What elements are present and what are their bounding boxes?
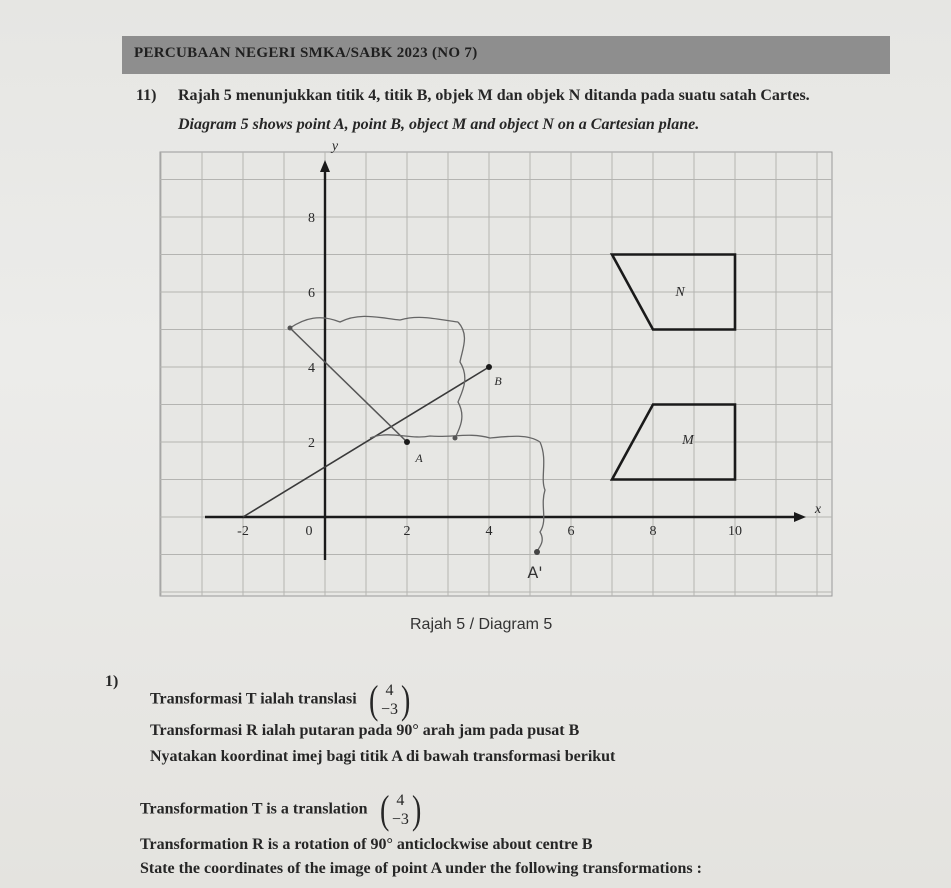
x-tick-label: 6 — [567, 524, 575, 539]
english-instruction-line: State the coordinates of the image of point A under the following transformations : — [140, 860, 702, 877]
pencil-dot — [453, 436, 458, 441]
y-tick-label: 8 — [308, 211, 315, 226]
vector-right-paren: ) — [401, 677, 411, 722]
vector-left-paren: ( — [368, 677, 379, 722]
translation-vector-malay — [367, 677, 413, 722]
x-tick-label: 10 — [728, 524, 742, 539]
x-tick-label: 4 — [485, 524, 493, 539]
vector-left-paren: ( — [379, 787, 389, 832]
object-n-label: N — [675, 285, 685, 300]
pencil-dot — [288, 326, 293, 331]
x-tick-label: 8 — [649, 524, 657, 539]
x-tick-label: -2 — [237, 524, 249, 539]
point-a-label: A — [415, 451, 423, 465]
question-text-english: Diagram 5 shows point A, point B, object M and object N on a Cartesian plane. — [178, 116, 700, 133]
part-number: 1) — [105, 673, 119, 690]
point-a-dot — [404, 439, 410, 445]
y-tick-label: 6 — [308, 286, 315, 301]
malay-rotation-line: Transformasi R ialah putaran pada 90° arah jam pada pusat B — [150, 722, 580, 739]
vector-right-paren: ) — [411, 787, 422, 832]
diagram-caption: Rajah 5 / Diagram 5 — [410, 616, 553, 633]
translation-vector-english — [378, 787, 424, 832]
a-prime-label: A' — [527, 563, 543, 582]
x-tick-label: 0 — [305, 524, 313, 539]
vector-top-value: 4 — [385, 682, 394, 699]
object-m-label: M — [682, 433, 694, 448]
question-number: 11) — [136, 87, 157, 104]
a-prime-dot — [534, 549, 540, 555]
malay-translation-line — [150, 677, 412, 722]
vector-top-value: 4 — [396, 792, 405, 809]
question-text-malay: Rajah 5 menunjukkan titik 4, titik B, objek M dan objek N ditanda pada suatu satah Cartes. — [178, 87, 810, 104]
vector-bottom-value: −3 — [381, 701, 399, 718]
y-tick-label: 4 — [308, 361, 315, 376]
point-b-dot — [486, 364, 492, 370]
y-tick-label: 2 — [308, 436, 315, 451]
vector-bottom-value: −3 — [391, 811, 409, 828]
x-tick-label: 2 — [403, 524, 411, 539]
english-translation-line — [140, 787, 423, 832]
malay-instruction-line: Nyatakan koordinat imej bagi titik A di bawah transformasi berikut — [150, 748, 616, 765]
y-axis-label: y — [331, 139, 339, 154]
malay-translation-text: Transformasi T ialah translasi — [150, 690, 357, 708]
english-translation-text: Transformation T is a translation — [140, 800, 368, 818]
point-b-label: B — [494, 374, 502, 388]
exam-header-title: PERCUBAAN NEGERI SMKA/SABK 2023 (NO 7) — [134, 45, 478, 61]
x-axis-label: x — [814, 502, 822, 517]
english-rotation-line: Transformation R is a rotation of 90° anticlockwise about centre B — [140, 836, 593, 853]
